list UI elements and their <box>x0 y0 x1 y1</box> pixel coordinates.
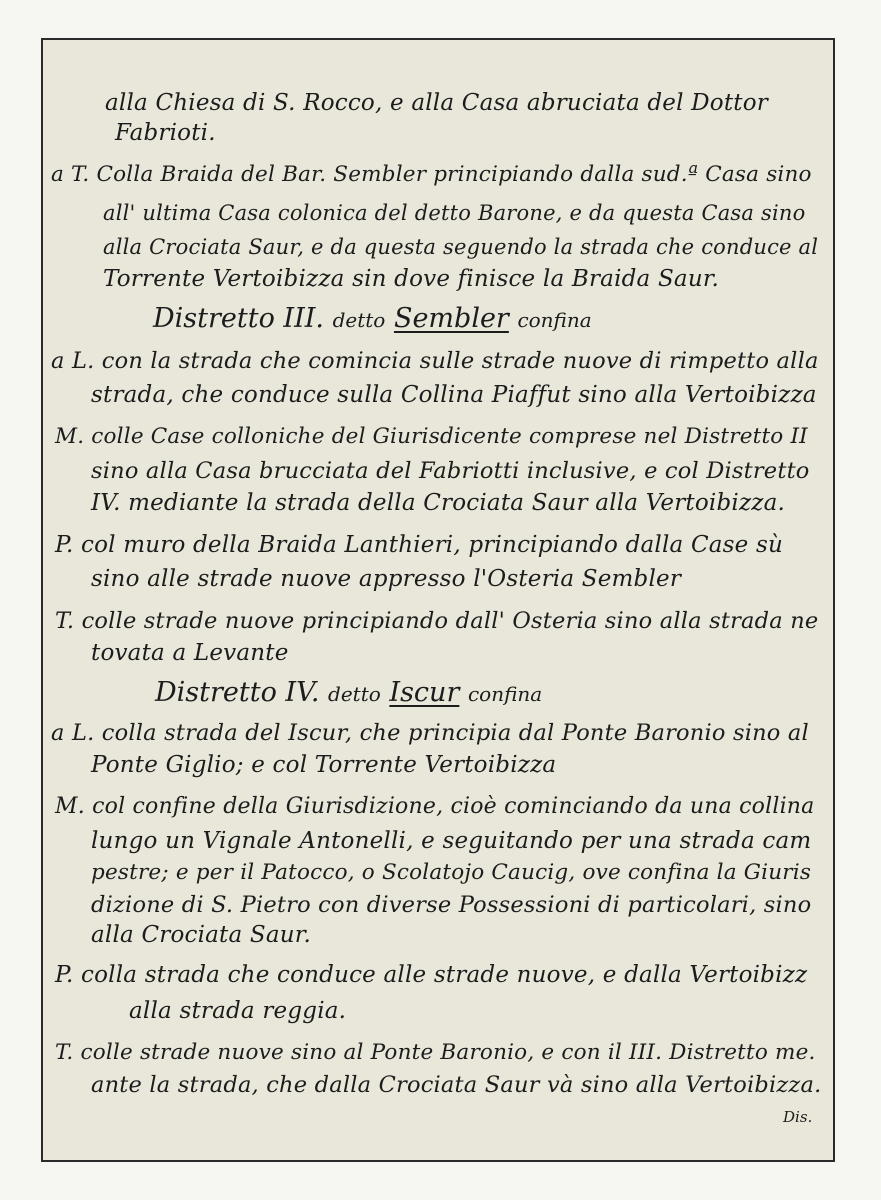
text-line: T. colle strade nuove principiando dall' Osteria sino alla strada ne <box>55 608 819 634</box>
text-line: alla Crociata Saur. <box>91 922 311 948</box>
text-line: all' ultima Casa colonica del detto Barone, e da questa Casa sino <box>103 201 806 225</box>
text-line: P. colla strada che conduce alle strade nuove, e dalla Vertoibizz <box>55 962 808 988</box>
text-line: pestre; e per il Patocco, o Scolatojo Caucig, ove confina la Giuris <box>91 860 812 885</box>
text-line: Fabrioti. <box>115 120 216 146</box>
text-line: lungo un Vignale Antonelli, e seguitando per una strada cam <box>91 828 812 854</box>
manuscript-page <box>41 38 835 1162</box>
text-line: dizione di S. Pietro con diverse Possessioni di particolari, sino <box>91 892 812 918</box>
text-line: Ponte Giglio; e col Torrente Vertoibizza <box>91 752 557 778</box>
text-line: sino alle strade nuove appresso l'Osteria Sembler <box>91 566 682 592</box>
text-line: P. col muro della Braida Lanthieri, principiando dalla Case sù <box>55 532 784 558</box>
heading-end: confina <box>467 682 543 706</box>
heading-end: confina <box>517 308 592 332</box>
text-line: sino alla Casa brucciata del Fabriotti inclusive, e col Distretto <box>91 458 810 484</box>
signature-mark: Dis. <box>783 1108 813 1126</box>
heading-title: Distretto III. <box>153 303 324 334</box>
text-line: M. col confine della Giurisdizione, cioè cominciando da una collina <box>55 794 815 819</box>
text-line: M. colle Case colloniche del Giurisdicente comprese nel Distretto II <box>55 424 808 449</box>
text-line: T. colle strade nuove sino al Ponte Baronio, e con il III. Distretto me. <box>55 1040 816 1065</box>
heading-middle: detto <box>328 682 381 706</box>
text-line: IV. mediante la strada della Crociata Saur alla Vertoibizza. <box>91 490 786 516</box>
text-line: Torrente Vertoibizza sin dove finisce la Braida Saur. <box>103 266 720 292</box>
heading-name: Iscur <box>389 677 460 708</box>
heading-title: Distretto IV. <box>155 677 320 708</box>
heading-name: Sembler <box>393 303 509 334</box>
text-line: a L. colla strada del Iscur, che principia dal Ponte Baronio sino al <box>51 720 809 746</box>
text-line: alla Crociata Saur, e da questa seguendo la strada che conduce al <box>103 235 819 259</box>
district-iv-heading <box>155 676 542 711</box>
text-line: strada, che conduce sulla Collina Piaffut sino alla Vertoibizza <box>91 382 817 408</box>
text-line: alla Chiesa di S. Rocco, e alla Casa abruciata del Dottor <box>105 90 768 116</box>
text-line: alla strada reggia. <box>129 998 347 1024</box>
text-line: ante la strada, che dalla Crociata Saur và sino alla Vertoibizza. <box>91 1072 822 1098</box>
heading-middle: detto <box>332 308 386 332</box>
text-line: a T. Colla Braida del Bar. Sembler principiando dalla sud.ª Casa sino <box>51 162 812 187</box>
text-line: tovata a Levante <box>91 640 289 666</box>
district-iii-heading <box>153 302 592 337</box>
text-line: a L. con la strada che comincia sulle strade nuove di rimpetto alla <box>51 348 819 374</box>
